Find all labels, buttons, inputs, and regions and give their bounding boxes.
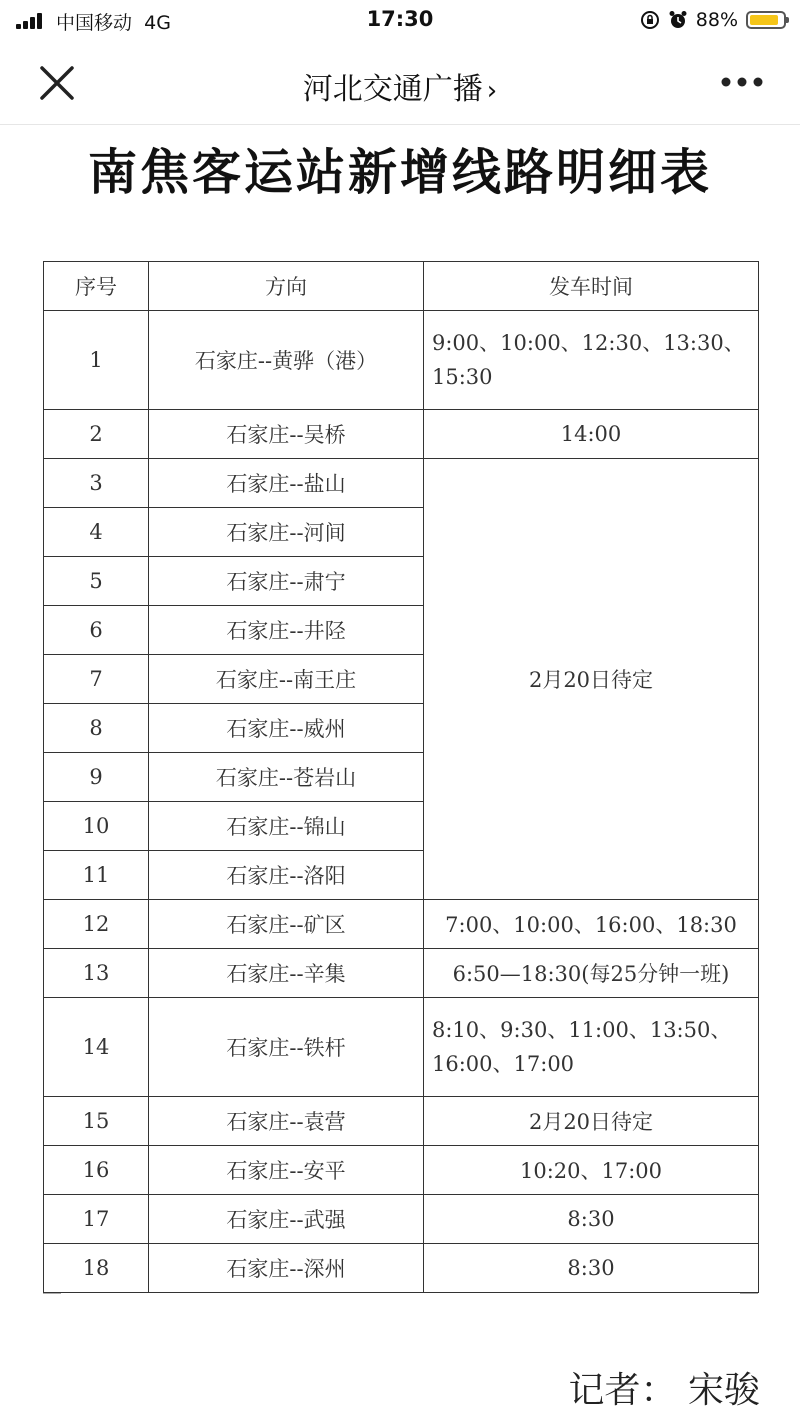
row-direction: 石家庄--矿区 — [149, 899, 424, 948]
row-times: 14:00 — [424, 410, 759, 459]
row-times: 8:10、9:30、11:00、13:50、16:00、17:00 — [424, 997, 759, 1096]
status-bar — [0, 0, 800, 40]
row-direction: 石家庄--肃宁 — [149, 556, 424, 605]
table-row — [44, 410, 759, 459]
row-times: 10:20、17:00 — [424, 1145, 759, 1194]
row-number: 9 — [44, 752, 149, 801]
row-direction: 石家庄--威州 — [149, 703, 424, 752]
row-number: 6 — [44, 605, 149, 654]
row-direction: 石家庄--洛阳 — [149, 850, 424, 899]
route-table — [43, 261, 759, 1293]
header-departure-time: 发车时间 — [424, 262, 759, 311]
row-number: 11 — [44, 850, 149, 899]
row-direction: 石家庄--深州 — [149, 1243, 424, 1292]
row-number: 14 — [44, 997, 149, 1096]
account-title[interactable] — [0, 64, 800, 108]
row-times: 7:00、10:00、16:00、18:30 — [424, 899, 759, 948]
table-row — [44, 1145, 759, 1194]
row-direction: 石家庄--铁杆 — [149, 997, 424, 1096]
row-number: 10 — [44, 801, 149, 850]
row-number: 4 — [44, 507, 149, 556]
row-number: 13 — [44, 948, 149, 997]
nav-bar — [0, 40, 800, 125]
table-row — [44, 1243, 759, 1292]
row-direction: 石家庄--袁营 — [149, 1096, 424, 1145]
row-direction: 石家庄--安平 — [149, 1145, 424, 1194]
alarm-icon — [668, 10, 688, 30]
row-direction: 石家庄--河间 — [149, 507, 424, 556]
page-title: 南焦客运站新增线路明细表 — [87, 144, 712, 201]
row-direction: 石家庄--井陉 — [149, 605, 424, 654]
row-direction: 石家庄--苍岩山 — [149, 752, 424, 801]
row-times: 2月20日待定 — [424, 1096, 759, 1145]
row-times: 6:50—18:30(每25分钟一班) — [424, 948, 759, 997]
row-number: 5 — [44, 556, 149, 605]
orientation-lock-icon — [640, 10, 660, 30]
table-header-row — [44, 262, 759, 311]
crop-mark — [43, 1293, 61, 1300]
status-right-group — [640, 6, 786, 34]
account-name: 河北交通广播 — [302, 72, 483, 107]
row-direction: 石家庄--南王庄 — [149, 654, 424, 703]
row-number: 8 — [44, 703, 149, 752]
row-times: 8:30 — [424, 1194, 759, 1243]
more-icon[interactable] — [720, 70, 764, 94]
table-row — [44, 1194, 759, 1243]
carrier-name: 中国移动 — [56, 12, 133, 34]
crop-mark — [740, 1293, 758, 1300]
row-number: 16 — [44, 1145, 149, 1194]
header-direction: 方向 — [149, 262, 424, 311]
row-number: 15 — [44, 1096, 149, 1145]
network-type: 4G — [144, 12, 171, 34]
row-direction: 石家庄--武强 — [149, 1194, 424, 1243]
row-number: 7 — [44, 654, 149, 703]
row-number: 18 — [44, 1243, 149, 1292]
table-row — [44, 997, 759, 1096]
row-times: 8:30 — [424, 1243, 759, 1292]
table-row — [44, 311, 759, 410]
row-times-merged: 2月20日待定 — [424, 459, 759, 900]
battery-percent: 88% — [695, 9, 738, 31]
row-direction: 石家庄--黄骅（港） — [149, 311, 424, 410]
row-direction: 石家庄--吴桥 — [149, 410, 424, 459]
battery-icon — [746, 11, 786, 29]
table-row — [44, 948, 759, 997]
row-number: 1 — [44, 311, 149, 410]
row-number: 3 — [44, 459, 149, 508]
row-number: 17 — [44, 1194, 149, 1243]
row-direction: 石家庄--辛集 — [149, 948, 424, 997]
header-seq: 序号 — [44, 262, 149, 311]
table-row — [44, 459, 759, 508]
row-direction: 石家庄--盐山 — [149, 459, 424, 508]
row-direction: 石家庄--锦山 — [149, 801, 424, 850]
status-time: 17:30 — [366, 7, 434, 31]
table-row — [44, 1096, 759, 1145]
chevron-right-icon: › — [486, 76, 498, 106]
row-number: 2 — [44, 410, 149, 459]
reporter-credit: 记者： 宋骏 — [568, 1370, 760, 1411]
row-number: 12 — [44, 899, 149, 948]
table-row — [44, 899, 759, 948]
row-times: 9:00、10:00、12:30、13:30、15:30 — [424, 311, 759, 410]
